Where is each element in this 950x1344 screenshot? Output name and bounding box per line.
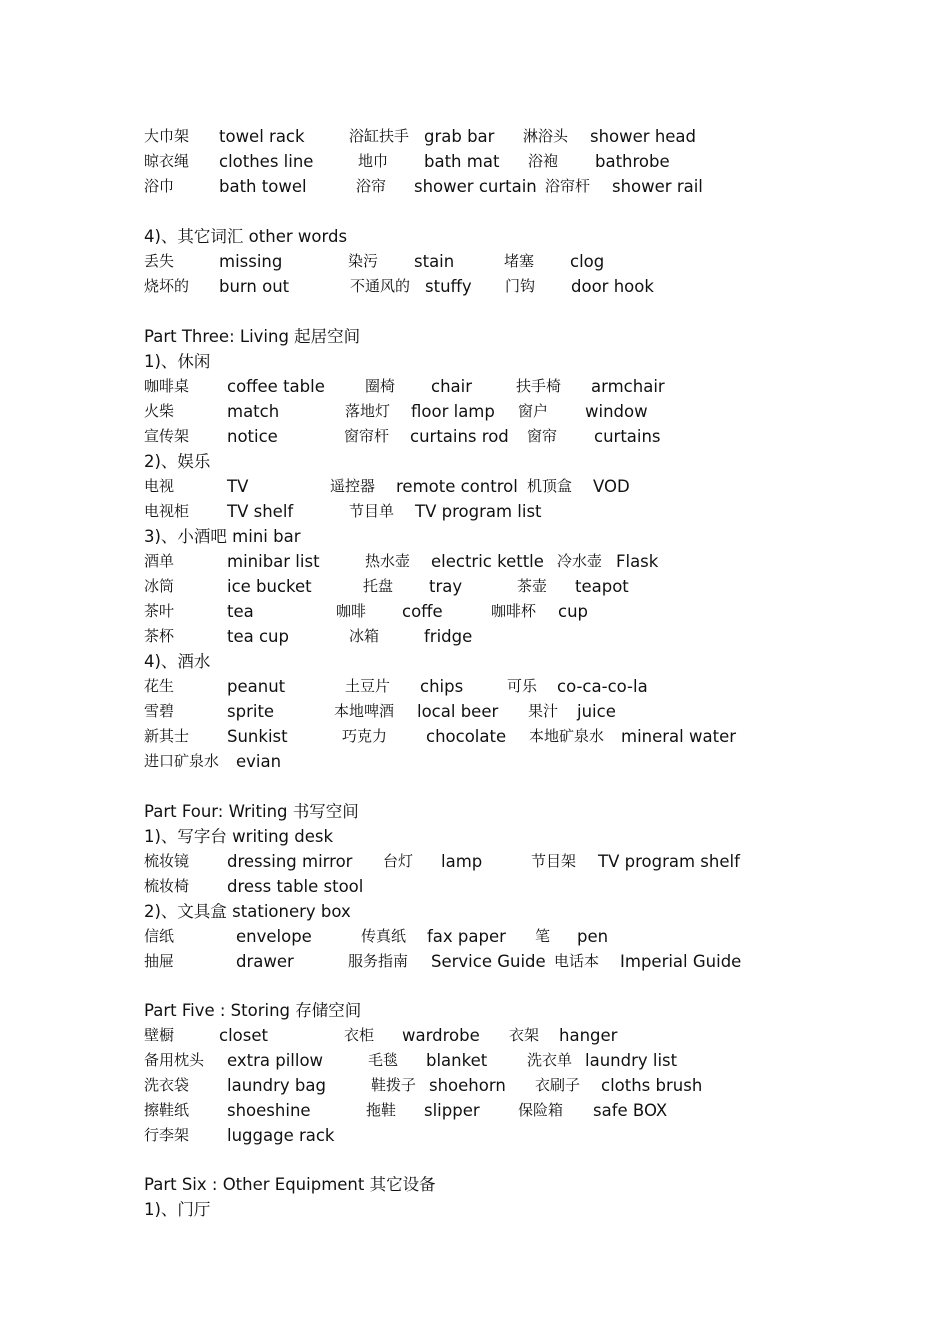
term-en: bath towel (219, 177, 307, 196)
term-zh: 浴帘杆 (545, 177, 591, 195)
term-en: curtains rod (410, 427, 509, 446)
term-en: closet (219, 1026, 268, 1045)
heading-text: 1)、门厅 (144, 1200, 211, 1219)
term-en: shower rail (612, 177, 703, 196)
term-zh: 咖啡 (336, 602, 367, 620)
term-en: Flask (616, 552, 659, 571)
term-zh: 擦鞋纸 (144, 1101, 190, 1119)
term-zh: 茶壶 (517, 577, 548, 595)
term-zh: 衣刷子 (535, 1076, 581, 1094)
term-en: clog (570, 252, 605, 271)
term-zh: 台灯 (383, 852, 414, 870)
term-en: door hook (571, 277, 654, 296)
term-en: burn out (219, 277, 290, 296)
heading-text: 2)、文具盒 stationery box (144, 902, 351, 921)
term-zh: 巧克力 (342, 727, 388, 745)
term-zh: 电话本 (554, 952, 600, 970)
term-zh: 堵塞 (504, 252, 535, 270)
term-en: clothes line (219, 152, 314, 171)
term-en: TV shelf (227, 502, 294, 521)
term-zh: 果汁 (528, 702, 559, 720)
term-en: tea cup (227, 627, 289, 646)
heading-text: 1)、休闲 (144, 352, 211, 371)
term-en: chips (420, 677, 464, 696)
term-zh: 不通风的 (350, 277, 411, 295)
term-en: minibar list (227, 552, 320, 571)
term-zh: 抽屉 (144, 952, 175, 970)
term-zh: 笔 (535, 927, 551, 945)
term-en: armchair (591, 377, 665, 396)
term-en: hanger (559, 1026, 618, 1045)
term-en: stain (414, 252, 455, 271)
term-en: shoeshine (227, 1101, 311, 1120)
term-en: laundry bag (227, 1076, 326, 1095)
term-zh: 遥控器 (330, 477, 376, 495)
term-zh: 浴帘 (356, 177, 387, 195)
term-zh: 梳妆镜 (144, 852, 190, 870)
heading-text: 3)、小酒吧 mini bar (144, 527, 301, 546)
term-zh: 进口矿泉水 (144, 752, 220, 770)
term-zh: 淋浴头 (523, 127, 569, 145)
term-en: coffe (402, 602, 443, 621)
term-en: coffee table (227, 377, 325, 396)
heading-text: 4)、酒水 (144, 652, 211, 671)
term-zh: 茶杯 (144, 627, 175, 645)
term-en: ice bucket (227, 577, 312, 596)
term-zh: 浴巾 (144, 177, 175, 195)
part-three-title: Part Three: Living 起居空间 (144, 327, 361, 346)
term-en: tray (429, 577, 463, 596)
term-en: towel rack (219, 127, 305, 146)
term-en: bathrobe (595, 152, 670, 171)
term-en: stuffy (425, 277, 472, 296)
term-zh: 窗户 (518, 402, 549, 420)
term-en: lamp (441, 852, 483, 871)
term-en: shower curtain (414, 177, 537, 196)
term-en: shower head (590, 127, 697, 146)
term-en: remote control (396, 477, 518, 496)
term-en: fax paper (427, 927, 506, 946)
term-en: chocolate (426, 727, 507, 746)
part-five-title: Part Five : Storing 存储空间 (144, 1001, 362, 1020)
term-en: shoehorn (429, 1076, 506, 1095)
term-zh: 行李架 (144, 1126, 190, 1144)
term-en: drawer (236, 952, 294, 971)
term-zh: 电视 (144, 477, 175, 495)
term-en: bath mat (424, 152, 500, 171)
term-zh: 酒单 (144, 552, 175, 570)
term-zh: 大巾架 (144, 127, 190, 145)
term-zh: 门钩 (505, 277, 536, 295)
term-zh: 洗衣单 (527, 1051, 573, 1069)
term-zh: 圈椅 (365, 377, 396, 395)
term-zh: 衣柜 (344, 1026, 375, 1044)
term-zh: 晾衣绳 (144, 152, 190, 170)
term-en: chair (431, 377, 473, 396)
term-zh: 地巾 (358, 152, 389, 170)
part-six-title: Part Six : Other Equipment 其它设备 (144, 1175, 436, 1194)
term-zh: 窗帘 (527, 427, 558, 445)
term-zh: 电视柜 (144, 502, 190, 520)
term-zh: 染污 (348, 252, 379, 270)
term-zh: 土豆片 (345, 677, 391, 695)
term-en: window (585, 402, 648, 421)
term-en: extra pillow (227, 1051, 324, 1070)
term-en: co-ca-co-la (557, 677, 648, 696)
term-en: slipper (424, 1101, 480, 1120)
term-zh: 毛毯 (368, 1051, 399, 1069)
term-zh: 洗衣袋 (144, 1076, 190, 1094)
term-en: floor lamp (411, 402, 495, 421)
term-en: luggage rack (227, 1126, 335, 1145)
term-en: safe BOX (593, 1101, 668, 1120)
term-en: juice (577, 702, 616, 721)
heading-text: 1)、写字台 writing desk (144, 827, 334, 846)
heading-text: 4)、其它词汇 other words (144, 227, 348, 246)
term-zh: 衣架 (509, 1026, 540, 1044)
term-en: laundry list (585, 1051, 678, 1070)
term-en: evian (236, 752, 282, 771)
term-en: peanut (227, 677, 286, 696)
term-zh: 冰筒 (144, 577, 175, 595)
term-zh: 浴缸扶手 (349, 127, 410, 145)
term-en: wardrobe (402, 1026, 480, 1045)
term-en: Sunkist (227, 727, 288, 746)
term-zh: 备用枕头 (144, 1051, 205, 1069)
term-en: teapot (575, 577, 629, 596)
term-zh: 托盘 (363, 577, 394, 595)
term-zh: 节目单 (349, 502, 395, 520)
term-en: TV program shelf (598, 852, 740, 871)
term-zh: 可乐 (507, 677, 538, 695)
term-en: Service Guide (431, 952, 546, 971)
term-zh: 信纸 (144, 927, 175, 945)
term-zh: 花生 (144, 677, 175, 695)
term-zh: 咖啡杯 (491, 602, 537, 620)
term-zh: 鞋拨子 (371, 1076, 417, 1094)
term-en: cup (558, 602, 589, 621)
term-en: envelope (236, 927, 312, 946)
term-en: TV (227, 477, 249, 496)
term-en: curtains (594, 427, 661, 446)
term-en: local beer (417, 702, 499, 721)
term-en: Imperial Guide (620, 952, 742, 971)
term-zh: 拖鞋 (366, 1101, 397, 1119)
term-zh: 宣传架 (144, 427, 190, 445)
term-zh: 本地啤酒 (334, 702, 395, 720)
heading-text: 2)、娱乐 (144, 452, 211, 471)
term-zh: 落地灯 (345, 402, 391, 420)
term-en: match (227, 402, 280, 421)
term-en: TV program list (415, 502, 542, 521)
term-zh: 节目架 (531, 852, 577, 870)
term-zh: 新其士 (144, 727, 190, 745)
term-en: blanket (426, 1051, 488, 1070)
term-en: VOD (593, 477, 630, 496)
term-en: dressing mirror (227, 852, 353, 871)
term-en: notice (227, 427, 278, 446)
term-zh: 保险箱 (518, 1101, 564, 1119)
term-zh: 壁橱 (144, 1026, 175, 1044)
term-zh: 茶叶 (144, 602, 175, 620)
term-en: pen (577, 927, 609, 946)
term-en: dress table stool (227, 877, 364, 896)
term-en: tea (227, 602, 254, 621)
term-en: cloths brush (601, 1076, 703, 1095)
term-en: fridge (424, 627, 473, 646)
term-zh: 扶手椅 (516, 377, 562, 395)
term-zh: 火柴 (144, 402, 175, 420)
term-en: missing (219, 252, 283, 271)
term-zh: 服务指南 (348, 952, 409, 970)
term-zh: 浴袍 (528, 152, 559, 170)
term-zh: 梳妆椅 (144, 877, 190, 895)
term-zh: 丢失 (144, 252, 175, 270)
term-zh: 烧坏的 (144, 277, 190, 295)
term-zh: 冷水壶 (557, 552, 603, 570)
term-zh: 热水壶 (365, 552, 411, 570)
part-four-title: Part Four: Writing 书写空间 (144, 802, 359, 821)
term-zh: 机顶盒 (527, 477, 573, 495)
term-zh: 咖啡桌 (144, 377, 190, 395)
term-en: sprite (227, 702, 275, 721)
term-zh: 冰箱 (349, 627, 380, 645)
term-zh: 本地矿泉水 (529, 727, 605, 745)
term-zh: 雪碧 (144, 702, 175, 720)
term-en: grab bar (424, 127, 495, 146)
term-en: electric kettle (431, 552, 544, 571)
term-en: mineral water (621, 727, 737, 746)
term-zh: 窗帘杆 (344, 427, 390, 445)
term-zh: 传真纸 (361, 927, 407, 945)
